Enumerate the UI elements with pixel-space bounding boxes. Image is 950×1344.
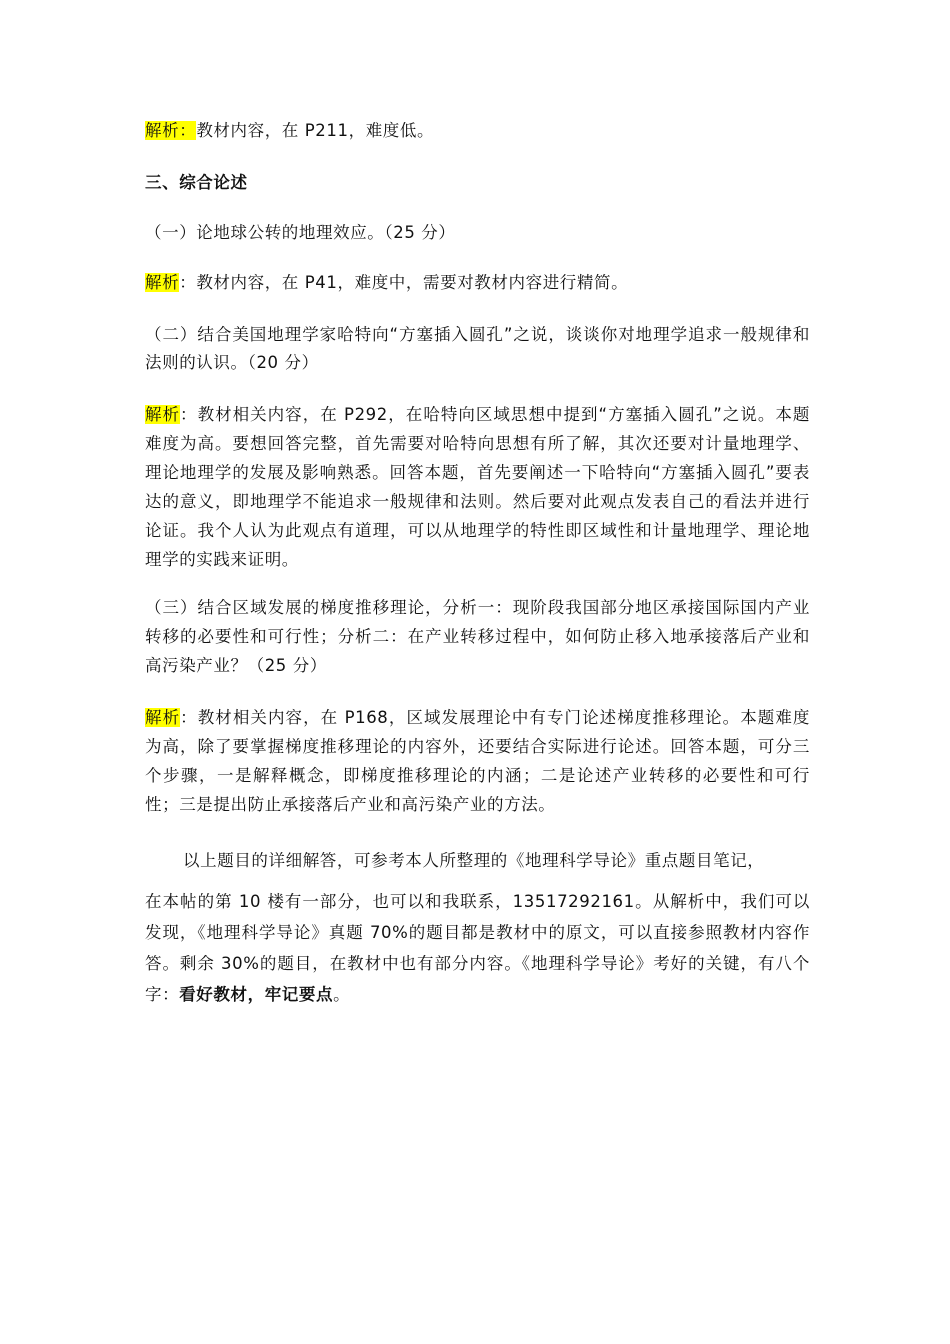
question-2: （二）结合美国地理学家哈特向“方塞插入圆孔”之说，谈谈你对地理学追求一般规律和法则的认识。（20 分） — [145, 325, 810, 372]
answer-text: 教材相关内容，在 P168，区域发展理论中有专门论述梯度推移理论。本题难度为高，除了要掌握梯度推移理论的内容外，还要结合实际进行论述。回答本题，可分三个步骤，一是解释概念，即梯度推移理论的内涵；二是论述产业转移的必要性和可行性；三是提出防止承接落后产业和高污染产业的方法。 — [145, 708, 811, 814]
section-title: 三、综合论述 — [145, 173, 248, 192]
summary-paragraph: 在本帖的第 10 楼有一部分，也可以和我联系，13517292161。从解析中，我们可以发现，《地理科学导论》真题 70%的题目都是教材中的原文，可以直接参照教材内容作答。剩余 30%的题目，在教材中也有部分内容。《地理科学导论》考好的关键，有八个字：看好教材，牢记要点。 — [145, 892, 810, 1004]
analysis-label: 解析 — [145, 273, 180, 292]
answer-text: 教材内容，在 P211，难度低。 — [196, 121, 435, 140]
answer-p292: 解析：教材相关内容，在 P292，在哈特向区域思想中提到“方塞插入圆孔”之说。本题难度为高。要想回答完整，首先需要对哈特向思想有所了解，其次还要对计量地理学、理论地理学的发展及影响熟悉。回答本题，首先要阐述一下哈特向“方塞插入圆孔”要表达的意义，即地理学不能追求一般规律和法则。然后要对此观点发表自己的看法并进行论证。我个人认为此观点有道理，可以从地理学的特性即区域性和计量地理学、理论地理学的实践来证明。 — [145, 405, 810, 569]
answer-text: 教材内容，在 P41，难度中，需要对教材内容进行精简。 — [196, 273, 629, 292]
analysis-label: 解析 — [145, 405, 181, 424]
answer-p211 — [145, 118, 810, 144]
answer-p168: 解析：教材相关内容，在 P168，区域发展理论中有专门论述梯度推移理论。本题难度为高，除了要掌握梯度推移理论的内容外，还要结合实际进行论述。回答本题，可分三个步骤，一是解释概念，即梯度推移理论的内涵；二是论述产业转移的必要性和可行性；三是提出防止承接落后产业和高污染产业的方法。 — [145, 708, 811, 814]
answer-p41: 解析：教材内容，在 P41，难度中，需要对教材内容进行精简。 — [145, 273, 629, 292]
question-3: （三）结合区域发展的梯度推移理论，分析一：现阶段我国部分地区承接国际国内产业转移的必要性和可行性；分析二：在产业转移过程中，如何防止移入地承接落后产业和高污染产业？（25 分） — [145, 598, 810, 675]
question-1: （一）论地球公转的地理效应。（25 分） — [145, 223, 456, 242]
answer-text: 教材相关内容，在 P292，在哈特向区域思想中提到“方塞插入圆孔”之说。本题难度为高。要想回答完整，首先需要对哈特向思想有所了解，其次还要对计量地理学、理论地理学的发展及影响熟悉。回答本题，首先要阐述一下哈特向“方塞插入圆孔”要表达的意义，即地理学不能追求一般规律和法则。然后要对此观点发表自己的看法并进行论证。我个人认为此观点有道理，可以从地理学的特性即区域性和计量地理学、理论地理学的实践来证明。 — [145, 405, 810, 569]
summary-text: 在本帖的第 10 楼有一部分，也可以和我联系，13517292161。从解析中，我们可以发现，《地理科学导论》真题 70%的题目都是教材中的原文，可以直接参照教材内容作答。剩余 30%的题目，在教材中也有部分内容。《地理科学导论》考好的关键，有八个字： — [145, 892, 810, 1004]
summary-emphasis: 看好教材，牢记要点 — [179, 985, 334, 1004]
analysis-label: 解析： — [145, 121, 197, 140]
analysis-label: 解析 — [145, 708, 181, 727]
summary-line-1: 以上题目的详细解答，可参考本人所整理的《地理科学导论》重点题目笔记， — [183, 851, 765, 870]
